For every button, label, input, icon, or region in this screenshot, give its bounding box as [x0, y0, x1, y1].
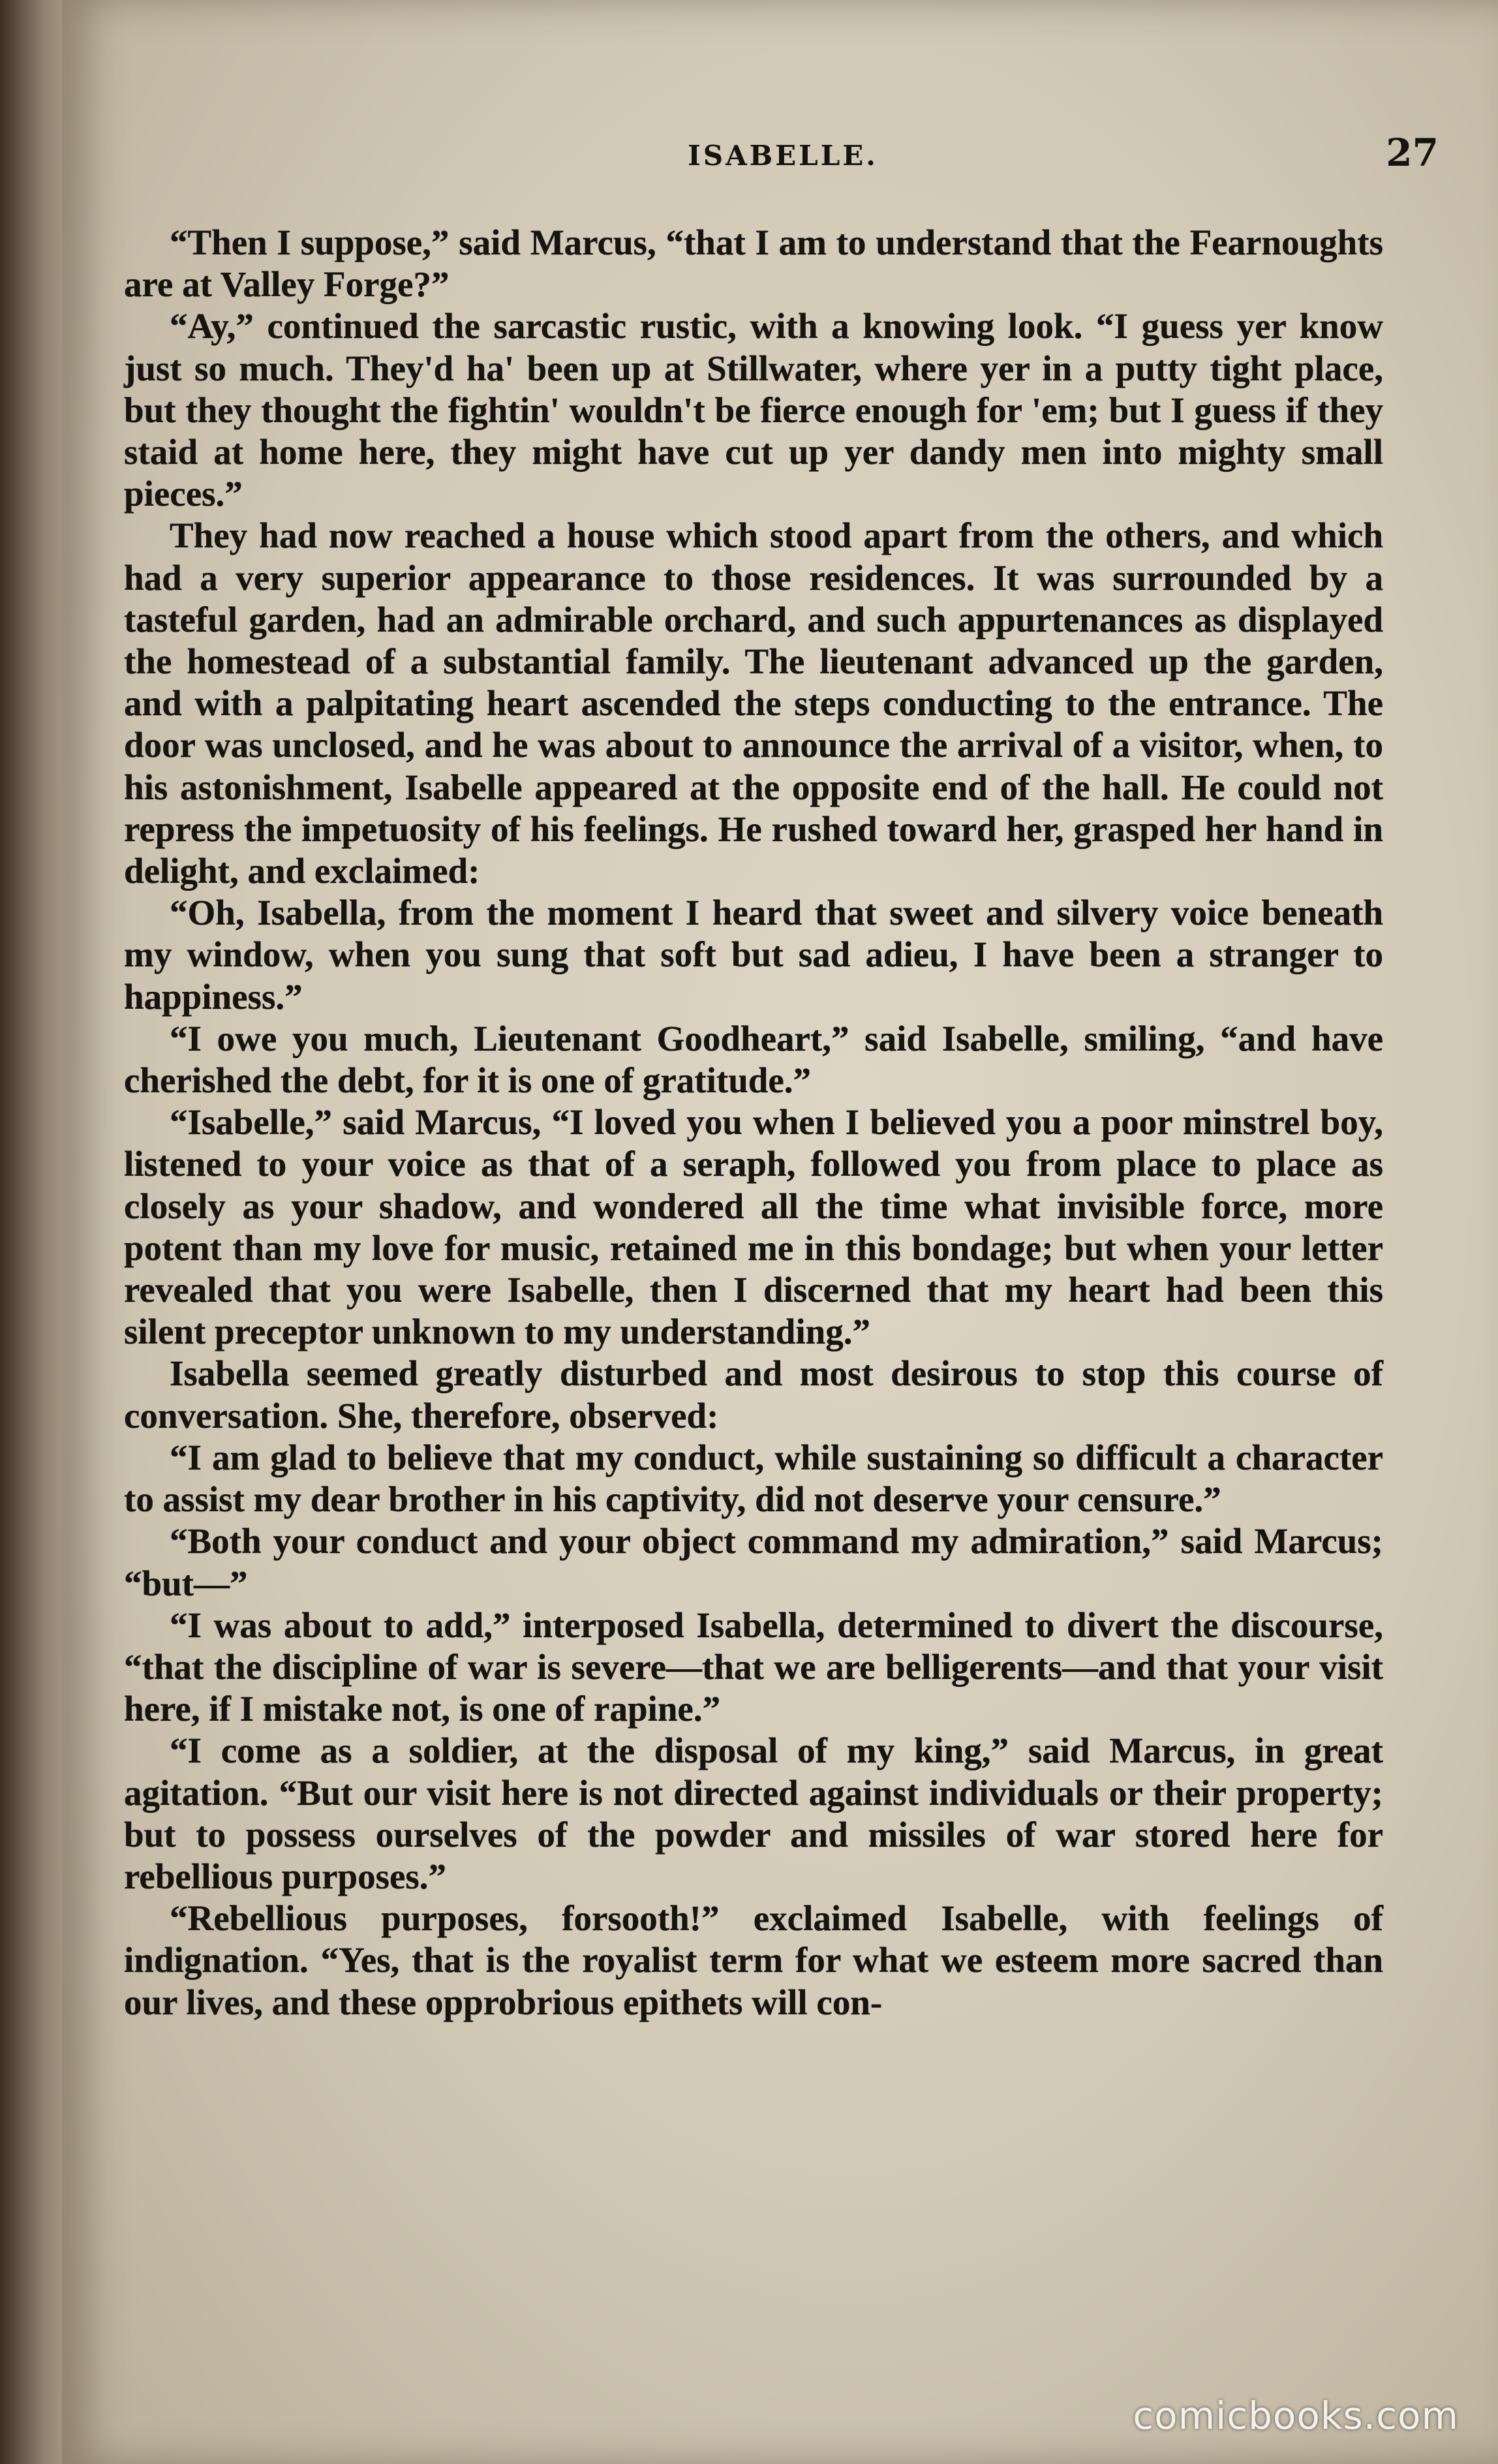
paragraph: “Then I suppose,” said Marcus, “that I am to understand that the Fearnoughts are at Valley Forge?” — [124, 223, 1383, 305]
page-header — [127, 131, 1439, 189]
paragraph: “Both your conduct and your object command my admiration,” said Marcus; “but—” — [124, 1521, 1383, 1603]
paragraph: “Isabelle,” said Marcus, “I loved you when I believed you a poor minstrel boy, listened to your voice as that of a seraph, followed you from place to place as closely as your shadow, and wondered all the time what invisible force, more potent than my love for music, retained me in this bondage; but when your letter revealed that you were Isabelle, then I discerned that my heart had been this silent preceptor unknown to my understanding.” — [124, 1102, 1383, 1352]
paragraph: “Oh, Isabella, from the moment I heard that sweet and silvery voice beneath my window, when you sung that soft but sad adieu, I have been a stranger to happiness.” — [124, 893, 1383, 1017]
paragraph: “Rebellious purposes, forsooth!” exclaimed Isabelle, with feelings of indignation. “Yes, that is the royalist term for what we esteem more sacred than our lives, and these opprobrious epithets will con- — [124, 1898, 1383, 2022]
page-number: 27 — [1386, 131, 1439, 175]
paragraph: “I owe you much, Lieutenant Goodheart,” said Isabelle, smiling, “and have cherished the debt, for it is one of gratitude.” — [124, 1018, 1383, 1101]
paragraph: “I come as a soldier, at the disposal of my king,” said Marcus, in great agitation. “But our visit here is not directed against individuals or their property; but to possess ourselves of the powder and missiles of war stored here for rebellious purposes.” — [124, 1731, 1383, 1896]
paragraph: They had now reached a house which stood apart from the others, and which had a very superior appearance to those residences. It was surrounded by a tasteful garden, had an admirable orchard, and such appurtenances as displayed the homestead of a substantial family. The lieutenant advanced up the garden, and with a palpitating heart ascended the steps conducting to the entrance. The door was unclosed, and he was about to announce the arrival of a visitor, when, to his astonishment, Isabelle appeared at the opposite end of the hall. He could not repress the impetuosity of his feelings. He rushed toward her, grasped her hand in delight, and exclaimed: — [124, 516, 1383, 891]
paragraph: “Ay,” continued the sarcastic rustic, with a knowing look. “I guess yer know just so much. They'd ha' been up at Stillwater, where yer in a putty tight place, but they thought the fightin' wouldn't be fierce enough for 'em; but I guess if they staid at home here, they might have cut up yer dandy men into mighty small pieces.” — [124, 306, 1383, 514]
paragraph: “I am glad to believe that my conduct, while sustaining so difficult a character to assist my dear brother in his captivity, did not deserve your censure.” — [124, 1437, 1383, 1520]
watermark: comicbooks.com — [1133, 2394, 1459, 2438]
body-text — [124, 222, 1383, 2024]
running-head: ISABELLE. — [688, 140, 878, 172]
paragraph: “I was about to add,” interposed Isabella, determined to divert the discourse, “that the discipline of war is severe—that we are belligerents—and that your visit here, if I mistake not, is one of rapine.” — [124, 1605, 1383, 1729]
paragraph: Isabella seemed greatly disturbed and most desirous to stop this course of conversation. She, therefore, observed: — [124, 1353, 1383, 1436]
show-through-text — [558, 85, 1145, 131]
